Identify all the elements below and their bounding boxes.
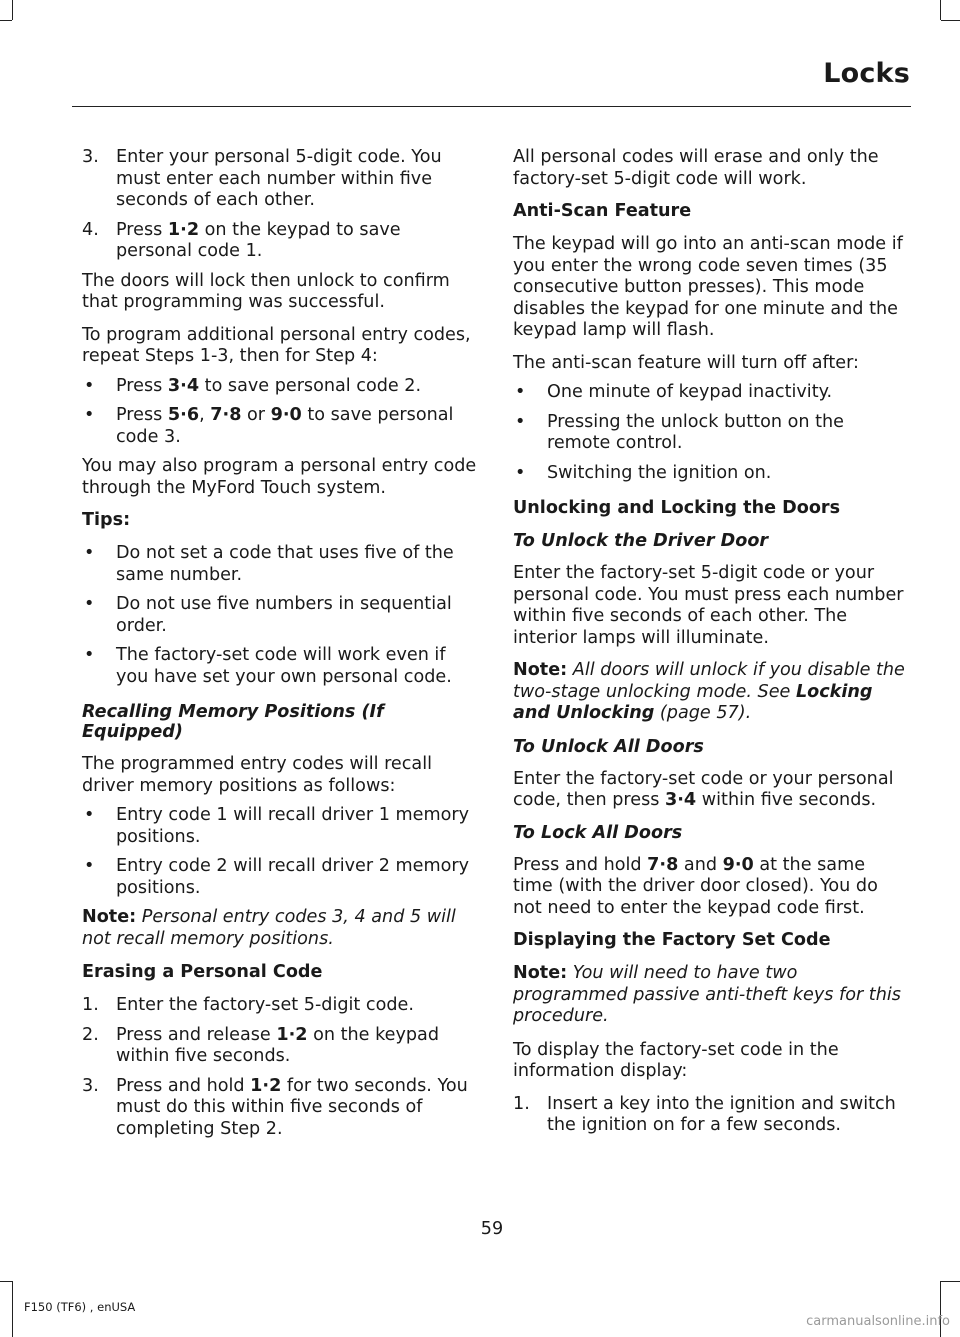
section-heading: Erasing a Personal Code bbox=[82, 962, 323, 982]
step-2: 2. Press and release 1·2 on the keypad within five seconds. bbox=[82, 1024, 439, 1066]
keypad-key: 7·8 bbox=[210, 405, 242, 425]
bullet-icon: • bbox=[84, 405, 95, 425]
keypad-key: 3·4 bbox=[167, 375, 200, 396]
paragraph: To program additional personal entry codes, repeat Steps 1-3, then for Step 4: bbox=[82, 324, 471, 366]
step-3 bbox=[82, 147, 477, 212]
paragraph: Enter the factory-set code or your personal code, then press 3·4 within five seconds. bbox=[513, 768, 894, 810]
bullet-icon: • bbox=[84, 645, 95, 665]
paragraph: To display the factory-set code in the information display: bbox=[513, 1039, 839, 1081]
watermark: carmanualsonline.info bbox=[806, 1314, 950, 1329]
crop-mark bbox=[0, 1281, 12, 1282]
step-number: 1. bbox=[82, 995, 99, 1015]
note-label: Note: bbox=[82, 907, 137, 927]
paragraph: The doors will lock then unlock to confirm that programming was successful. bbox=[82, 270, 450, 312]
bullet-icon: • bbox=[515, 382, 526, 402]
bullet-icon: • bbox=[84, 375, 95, 396]
step-number: 3. bbox=[82, 147, 99, 167]
crop-mark bbox=[941, 1281, 960, 1282]
paragraph: Press and hold 7·8 and 9·0 at the same time (with the driver door closed). You do not need to enter the keypad code first. bbox=[513, 854, 878, 918]
note-label: Note: bbox=[513, 660, 568, 680]
sub-heading: To Unlock the Driver Door bbox=[513, 531, 769, 551]
keypad-key: 3·4 bbox=[665, 790, 697, 810]
page-number: 59 bbox=[480, 1219, 504, 1239]
paragraph: The anti-scan feature will turn off after: bbox=[513, 352, 859, 373]
paragraph: Enter the factory-set 5-digit code or your personal code. You must press each number within five seconds of each other. The interior lamps will illuminate. bbox=[513, 563, 904, 648]
paragraph: The keypad will go into an anti-scan mode if you enter the wrong code seven times (35 consecutive button presses). This mode disables the keypad for one minute and the keypad lamp will flash. bbox=[513, 234, 903, 340]
bullet-item: • Entry code 2 will recall driver 2 memory positions. bbox=[84, 856, 470, 898]
crop-mark bbox=[0, 20, 12, 21]
note-label: Note: bbox=[513, 963, 568, 983]
paragraph: All personal codes will erase and only the factory-set 5-digit code will work. bbox=[513, 147, 879, 189]
bullet-item: • Switching the ignition on. bbox=[515, 462, 772, 483]
crop-mark bbox=[12, 1281, 13, 1337]
cross-reference-link[interactable]: Locking and Unlocking bbox=[513, 681, 873, 723]
paragraph: You may also program a personal entry code through the MyFord Touch system. bbox=[82, 456, 477, 498]
paragraph: The programmed entry codes will recall driver memory positions as follows: bbox=[82, 754, 432, 796]
step-1: 1. Insert a key into the ignition and switch the ignition on for a few seconds. bbox=[513, 1093, 896, 1135]
note: Note: Personal entry codes 3, 4 and 5 will not recall memory positions. bbox=[82, 907, 456, 949]
sub-heading: To Lock All Doors bbox=[513, 822, 683, 843]
section-heading: Displaying the Factory Set Code bbox=[513, 930, 831, 950]
bullet-icon: • bbox=[84, 594, 95, 614]
bullet-item: • One minute of keypad inactivity. bbox=[515, 382, 833, 402]
note: Note: All doors will unlock if you disable the two-stage unlocking mode. See Locking and Unlocking (page 57). bbox=[513, 660, 905, 723]
right-column bbox=[513, 147, 908, 1145]
bullet-icon: • bbox=[515, 462, 526, 483]
keypad-key: 1·2 bbox=[167, 219, 200, 240]
step-number: 3. bbox=[82, 1075, 99, 1096]
sub-heading: To Unlock All Doors bbox=[513, 736, 704, 757]
step-3: 3. Press and hold 1·2 for two seconds. You must do this within five seconds of completing Step 2. bbox=[82, 1075, 468, 1139]
crop-mark bbox=[940, 0, 941, 20]
keypad-key: 9·0 bbox=[270, 405, 302, 425]
bullet-icon: • bbox=[84, 805, 95, 825]
keypad-key: 7·8 bbox=[647, 854, 679, 875]
section-heading: Recalling Memory Positions (If Equipped) bbox=[82, 702, 384, 742]
keypad-key: 1·2 bbox=[276, 1024, 308, 1045]
header-divider bbox=[72, 106, 911, 107]
step-text: Enter your personal 5-digit code. You must enter each number within five seconds of each other. bbox=[116, 147, 442, 210]
section-heading: Tips: bbox=[82, 510, 131, 530]
bullet-item: • Press 5·6, 7·8 or 9·0 to save personal code 3. bbox=[84, 405, 454, 447]
crop-mark bbox=[941, 20, 960, 21]
keypad-key: 9·0 bbox=[722, 854, 754, 875]
document-code: F150 (TF6) , enUSA bbox=[24, 1300, 136, 1314]
crop-mark bbox=[12, 0, 13, 20]
section-heading: Unlocking and Locking the Doors bbox=[513, 498, 841, 518]
section-heading: Anti-Scan Feature bbox=[513, 201, 692, 221]
bullet-item: • Do not set a code that uses five of the same number. bbox=[84, 543, 454, 585]
step-4: 4. Press 1·2 on the keypad to save personal code 1. bbox=[82, 219, 401, 261]
step-1: 1. Enter the factory-set 5-digit code. bbox=[82, 995, 414, 1015]
bullet-item: • Press 3·4 to save personal code 2. bbox=[84, 375, 422, 396]
step-number: 1. bbox=[513, 1093, 530, 1114]
step-number: 2. bbox=[82, 1024, 99, 1045]
step-number: 4. bbox=[82, 219, 99, 240]
bullet-item: • Entry code 1 will recall driver 1 memory positions. bbox=[84, 805, 470, 847]
left-column bbox=[82, 147, 477, 1148]
bullet-item: • Do not use five numbers in sequential order. bbox=[84, 594, 452, 636]
bullet-icon: • bbox=[84, 543, 95, 563]
page-title: Locks bbox=[823, 58, 910, 89]
bullet-item: • The factory-set code will work even if you have set your own personal code. bbox=[84, 645, 452, 687]
keypad-key: 1·2 bbox=[250, 1075, 282, 1096]
bullet-icon: • bbox=[84, 856, 95, 876]
bullet-item: • Pressing the unlock button on the remote control. bbox=[515, 411, 844, 453]
keypad-key: 5·6 bbox=[167, 405, 200, 425]
note: Note: You will need to have two programmed passive anti-theft keys for this procedure. bbox=[513, 963, 901, 1026]
bullet-icon: • bbox=[515, 411, 526, 432]
